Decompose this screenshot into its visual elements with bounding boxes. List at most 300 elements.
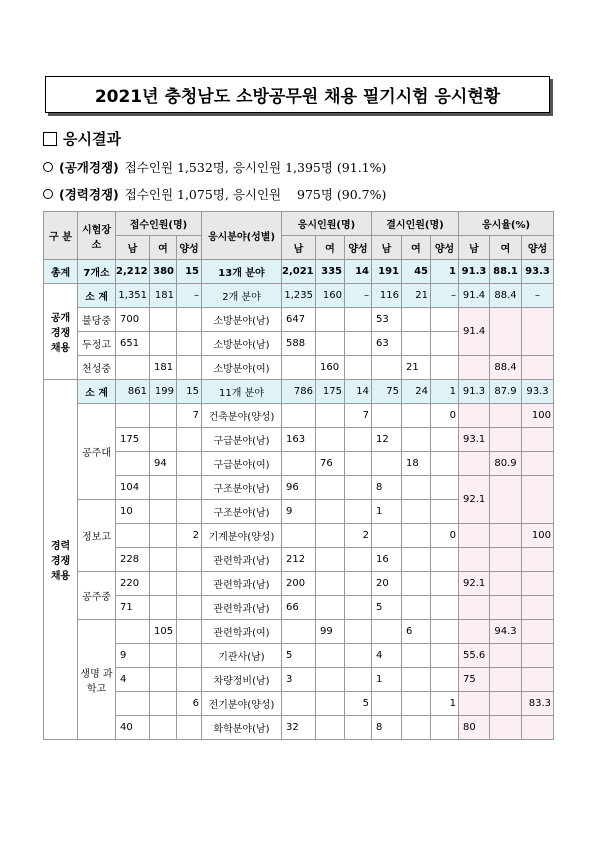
table-cell: [431, 356, 459, 380]
table-cell: [522, 596, 554, 620]
place-cell: 정보고: [78, 500, 116, 572]
table-cell: 구급분야(남): [202, 428, 282, 452]
table-row: [44, 428, 554, 452]
table-cell: 93.1: [459, 428, 490, 452]
table-cell: [177, 332, 202, 356]
table-cell: 6: [402, 620, 431, 644]
circle-bullet-icon: [43, 162, 53, 172]
table-cell: [177, 452, 202, 476]
table-cell: [282, 452, 316, 476]
table-cell: 8: [372, 476, 402, 500]
table-cell: 91.3: [459, 260, 490, 284]
table-cell: 100: [522, 524, 554, 548]
table-cell: [490, 644, 522, 668]
table-cell: [177, 596, 202, 620]
subtotal-row: [44, 380, 554, 404]
total-label: 총계: [44, 260, 78, 284]
table-row: [44, 524, 554, 548]
table-cell: [116, 524, 150, 548]
table-row: [44, 572, 554, 596]
table-cell: 관련학과(남): [202, 548, 282, 572]
table-row: [44, 308, 554, 332]
table-cell: 160: [316, 284, 345, 308]
table-cell: 구조분야(남): [202, 476, 282, 500]
table-cell: [316, 548, 345, 572]
header-registered: 접수인원(명): [116, 212, 202, 236]
table-cell: 91.4: [459, 284, 490, 308]
table-cell: [490, 668, 522, 692]
summary-label: (경력경쟁): [59, 187, 119, 202]
table-cell: [316, 692, 345, 716]
table-cell: [177, 716, 202, 740]
table-cell: 53: [372, 308, 402, 332]
summary-line-open: [43, 158, 386, 176]
table-cell: 11개 분야: [202, 380, 282, 404]
table-cell: [490, 692, 522, 716]
table-cell: 105: [150, 620, 177, 644]
table-cell: 4: [372, 644, 402, 668]
table-cell: [459, 356, 490, 380]
table-cell: 199: [150, 380, 177, 404]
table-cell: 80.9: [490, 452, 522, 476]
table-cell: [402, 716, 431, 740]
table-cell: 88.4: [490, 356, 522, 380]
table-row: [44, 620, 554, 644]
table-cell: 8: [372, 716, 402, 740]
table-cell: [522, 428, 554, 452]
table-cell: [177, 356, 202, 380]
table-cell: [431, 644, 459, 668]
table-cell: 191: [372, 260, 402, 284]
table-row: [44, 668, 554, 692]
table-cell: 15: [177, 260, 202, 284]
table-cell: 100: [522, 404, 554, 428]
table-cell: 1: [431, 380, 459, 404]
table-cell: [490, 572, 522, 596]
table-cell: [116, 692, 150, 716]
table-cell: 소방분야(남): [202, 332, 282, 356]
table-cell: [316, 524, 345, 548]
table-cell: [116, 452, 150, 476]
table-cell: [402, 500, 431, 524]
table-cell: [150, 572, 177, 596]
header-both: 양성: [431, 236, 459, 260]
table-cell: 116: [372, 284, 402, 308]
table-cell: [402, 308, 431, 332]
table-cell: [177, 308, 202, 332]
table-cell: [402, 572, 431, 596]
table-cell: [372, 620, 402, 644]
table-cell: 관련학과(여): [202, 620, 282, 644]
table-cell: [459, 452, 490, 476]
table-cell: 212: [282, 548, 316, 572]
table-cell: 기계분야(양성): [202, 524, 282, 548]
table-cell: [116, 620, 150, 644]
table-cell: 55.6: [459, 644, 490, 668]
table-cell: [345, 476, 372, 500]
place-cell: 두정고: [78, 332, 116, 356]
summary-line-career: [43, 185, 386, 203]
table-cell: [372, 524, 402, 548]
header-gubun: 구 분: [44, 212, 78, 260]
table-cell: 21: [402, 356, 431, 380]
table-cell: [150, 332, 177, 356]
section-label: 응시결과: [63, 130, 121, 148]
table-cell: 건축분야(양성): [202, 404, 282, 428]
table-cell: 76: [316, 452, 345, 476]
subtotal-row: [44, 284, 554, 308]
table-cell: [402, 596, 431, 620]
table-cell: [459, 596, 490, 620]
table-cell: [316, 404, 345, 428]
table-cell: [150, 668, 177, 692]
table-cell: –: [522, 284, 554, 308]
table-cell: 화학분야(남): [202, 716, 282, 740]
table-cell: [316, 668, 345, 692]
header-male: 남: [116, 236, 150, 260]
table-cell: [459, 692, 490, 716]
table-cell: 0: [431, 404, 459, 428]
table-cell: [150, 308, 177, 332]
table-row: [44, 404, 554, 428]
table-cell: 14: [345, 260, 372, 284]
table-cell: [402, 644, 431, 668]
place-cell: 공주대: [78, 404, 116, 500]
table-cell: 7: [177, 404, 202, 428]
table-cell: 2개 분야: [202, 284, 282, 308]
table-cell: 2: [345, 524, 372, 548]
table-cell: [431, 452, 459, 476]
table-cell: [177, 476, 202, 500]
table-cell: [150, 404, 177, 428]
table-cell: 647: [282, 308, 316, 332]
table-cell: 92.1: [459, 572, 490, 596]
table-row: [44, 356, 554, 380]
table-row: [44, 644, 554, 668]
table-cell: [402, 548, 431, 572]
table-cell: 66: [282, 596, 316, 620]
table-cell: [490, 428, 522, 452]
table-cell: [402, 692, 431, 716]
table-cell: 5: [282, 644, 316, 668]
table-cell: 75: [459, 668, 490, 692]
circle-bullet-icon: [43, 189, 53, 199]
table-cell: [316, 308, 345, 332]
header-female: 여: [490, 236, 522, 260]
table-cell: [150, 548, 177, 572]
table-cell: 83.3: [522, 692, 554, 716]
table-cell: [345, 500, 372, 524]
table-cell: 104: [116, 476, 150, 500]
table-cell: [490, 524, 522, 548]
table-cell: [522, 308, 554, 356]
table-cell: [431, 716, 459, 740]
table-cell: 1: [431, 260, 459, 284]
table-cell: [316, 716, 345, 740]
header-male: 남: [459, 236, 490, 260]
header-field: 응시분야(성별): [202, 212, 282, 260]
header-both: 양성: [177, 236, 202, 260]
table-cell: [177, 668, 202, 692]
table-cell: 구급분야(여): [202, 452, 282, 476]
table-cell: 1,235: [282, 284, 316, 308]
table-cell: [177, 644, 202, 668]
header-rate: 응시율(%): [459, 212, 554, 236]
table-cell: 14: [345, 380, 372, 404]
table-cell: [522, 476, 554, 524]
table-cell: 80: [459, 716, 490, 740]
table-cell: 651: [116, 332, 150, 356]
table-cell: [431, 500, 459, 524]
table-cell: [522, 356, 554, 380]
table-row: [44, 692, 554, 716]
table-cell: 9: [116, 644, 150, 668]
header-both: 양성: [345, 236, 372, 260]
table-cell: 71: [116, 596, 150, 620]
table-cell: [459, 620, 490, 644]
table-cell: [282, 620, 316, 644]
table-cell: [177, 500, 202, 524]
table-cell: [345, 356, 372, 380]
subtotal-label: 소 계: [78, 380, 116, 404]
table-cell: 24: [402, 380, 431, 404]
table-cell: [316, 428, 345, 452]
table-cell: 228: [116, 548, 150, 572]
table-cell: 6: [177, 692, 202, 716]
table-cell: [490, 548, 522, 572]
table-cell: [345, 548, 372, 572]
table-cell: 기관사(남): [202, 644, 282, 668]
table-cell: [431, 572, 459, 596]
table-cell: 175: [316, 380, 345, 404]
table-cell: [177, 548, 202, 572]
table-cell: [282, 404, 316, 428]
table-cell: [177, 620, 202, 644]
header-absent: 결시인원(명): [372, 212, 459, 236]
table-cell: [490, 308, 522, 356]
table-cell: [316, 596, 345, 620]
table-cell: 96: [282, 476, 316, 500]
table-cell: 92.1: [459, 476, 490, 524]
table-cell: 175: [116, 428, 150, 452]
checkbox-square-icon: [43, 132, 57, 146]
table-cell: 181: [150, 284, 177, 308]
table-cell: 21: [402, 284, 431, 308]
table-cell: 관련학과(남): [202, 596, 282, 620]
table-cell: [522, 668, 554, 692]
table-cell: [150, 476, 177, 500]
table-cell: [431, 428, 459, 452]
table-cell: [459, 524, 490, 548]
table-cell: 15: [177, 380, 202, 404]
table-cell: [522, 620, 554, 644]
table-cell: [372, 356, 402, 380]
table-cell: [402, 476, 431, 500]
table-cell: [345, 332, 372, 356]
header-place: 시험장소: [78, 212, 116, 260]
table-cell: 160: [316, 356, 345, 380]
summary-text: 접수인원 1,532명, 응시인원 1,395명 (91.1%): [124, 160, 387, 175]
summary-text: 접수인원 1,075명, 응시인원 975명 (90.7%): [124, 187, 387, 202]
table-row: [44, 548, 554, 572]
table-cell: 45: [402, 260, 431, 284]
place-cell: 공주중: [78, 572, 116, 620]
results-table: [43, 211, 554, 740]
table-cell: 관련학과(남): [202, 572, 282, 596]
page-title: 2021년 충청남도 소방공무원 채용 필기시험 응시현황: [45, 76, 550, 113]
table-cell: 10: [116, 500, 150, 524]
table-cell: 차량정비(남): [202, 668, 282, 692]
table-cell: –: [177, 284, 202, 308]
table-cell: 1: [431, 692, 459, 716]
place-cell: 불당중: [78, 308, 116, 332]
table-row: [44, 716, 554, 740]
table-cell: [150, 524, 177, 548]
table-cell: 88.1: [490, 260, 522, 284]
table-cell: [490, 716, 522, 740]
group-label: 공개 경쟁 채용: [44, 284, 78, 380]
table-cell: 9: [282, 500, 316, 524]
table-cell: 0: [431, 524, 459, 548]
table-cell: [522, 548, 554, 572]
header-female: 여: [150, 236, 177, 260]
table-cell: 3: [282, 668, 316, 692]
table-cell: 32: [282, 716, 316, 740]
table-cell: [116, 404, 150, 428]
table-cell: 1: [372, 500, 402, 524]
header-male: 남: [372, 236, 402, 260]
table-cell: 99: [316, 620, 345, 644]
table-cell: 소방분야(남): [202, 308, 282, 332]
total-place: 7개소: [78, 260, 116, 284]
table-cell: 380: [150, 260, 177, 284]
table-cell: 94.3: [490, 620, 522, 644]
table-cell: –: [345, 284, 372, 308]
table-cell: 75: [372, 380, 402, 404]
table-cell: 700: [116, 308, 150, 332]
table-row: [44, 452, 554, 476]
table-cell: [345, 452, 372, 476]
table-cell: 93.3: [522, 260, 554, 284]
header-female: 여: [402, 236, 431, 260]
table-cell: [316, 572, 345, 596]
table-cell: [522, 572, 554, 596]
table-cell: [402, 332, 431, 356]
table-cell: [316, 332, 345, 356]
place-cell: 생명 과학고: [78, 620, 116, 740]
table-cell: 7: [345, 404, 372, 428]
table-cell: [522, 452, 554, 476]
header-female: 여: [316, 236, 345, 260]
table-cell: [431, 308, 459, 332]
table-cell: [150, 692, 177, 716]
table-cell: [345, 644, 372, 668]
table-cell: [177, 428, 202, 452]
table-cell: [490, 404, 522, 428]
table-cell: [431, 548, 459, 572]
table-cell: [402, 524, 431, 548]
table-cell: 16: [372, 548, 402, 572]
table-cell: [402, 404, 431, 428]
table-cell: [282, 692, 316, 716]
section-heading: [43, 128, 121, 149]
header-both: 양성: [522, 236, 554, 260]
table-cell: [150, 716, 177, 740]
table-cell: 2,021: [282, 260, 316, 284]
table-cell: [345, 596, 372, 620]
table-cell: [316, 476, 345, 500]
table-cell: 87.9: [490, 380, 522, 404]
table-cell: [116, 356, 150, 380]
table-cell: [372, 692, 402, 716]
table-cell: 13개 분야: [202, 260, 282, 284]
table-cell: [459, 548, 490, 572]
table-cell: 전기분야(양성): [202, 692, 282, 716]
table-cell: [150, 500, 177, 524]
table-cell: 구조분야(남): [202, 500, 282, 524]
table-cell: [372, 404, 402, 428]
table-cell: 786: [282, 380, 316, 404]
table-cell: [150, 644, 177, 668]
table-cell: [282, 524, 316, 548]
table-cell: 181: [150, 356, 177, 380]
table-cell: 2: [177, 524, 202, 548]
table-body: [44, 260, 554, 740]
table-cell: [431, 596, 459, 620]
table-cell: [150, 428, 177, 452]
summary-label: (공개경쟁): [59, 160, 119, 175]
table-cell: 220: [116, 572, 150, 596]
table-cell: 861: [116, 380, 150, 404]
table-cell: –: [431, 284, 459, 308]
table-cell: 88.4: [490, 284, 522, 308]
table-cell: 1,351: [116, 284, 150, 308]
table-cell: [345, 308, 372, 332]
table-cell: [372, 452, 402, 476]
table-cell: 163: [282, 428, 316, 452]
table-cell: 335: [316, 260, 345, 284]
table-cell: 93.3: [522, 380, 554, 404]
table-cell: 1: [372, 668, 402, 692]
table-cell: [431, 668, 459, 692]
table-cell: [402, 428, 431, 452]
table-cell: [345, 428, 372, 452]
table-cell: [490, 476, 522, 524]
table-row: [44, 596, 554, 620]
table-cell: 18: [402, 452, 431, 476]
table-cell: 4: [116, 668, 150, 692]
table-cell: [431, 332, 459, 356]
table-cell: 200: [282, 572, 316, 596]
table-cell: [522, 716, 554, 740]
table-cell: [316, 500, 345, 524]
table-cell: 588: [282, 332, 316, 356]
table-cell: [177, 572, 202, 596]
table-cell: [490, 596, 522, 620]
table-cell: [316, 644, 345, 668]
table-cell: [522, 644, 554, 668]
table-cell: 91.4: [459, 308, 490, 356]
header-applied: 응시인원(명): [282, 212, 372, 236]
table-cell: 91.3: [459, 380, 490, 404]
table-cell: 94: [150, 452, 177, 476]
header-male: 남: [282, 236, 316, 260]
place-cell: 천성중: [78, 356, 116, 380]
table-row: [44, 476, 554, 500]
subtotal-label: 소 계: [78, 284, 116, 308]
table-cell: [345, 668, 372, 692]
table-cell: [459, 404, 490, 428]
